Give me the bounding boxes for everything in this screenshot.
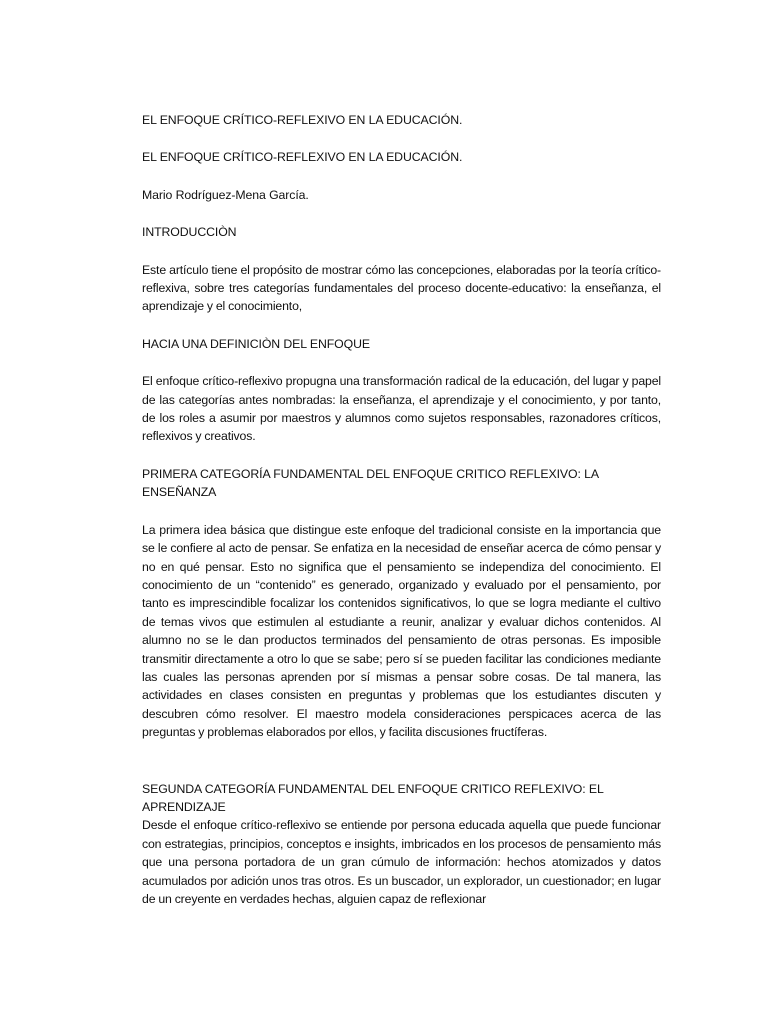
paragraph-second-category: Desde el enfoque crítico-reflexivo se entiende por persona educada aquella que puede funcionar con estrategias, principios, conceptos e insights, imbricados en los procesos de pensamiento más que una persona portadora de un gran cúmulo de información: hechos atomizados y datos acumulados por adición unos tras otros. Es un buscador, un explorador, un cuestionador; en lugar de un creyente en verdades hechas, alguien capaz de reflexionar — [142, 818, 661, 906]
document-title: EL ENFOQUE CRÍTICO-REFLEXIVO EN LA EDUCACIÓN. — [142, 113, 463, 127]
section-heading-second-category: SEGUNDA CATEGORÍA FUNDAMENTAL DEL ENFOQUE CRITICO REFLEXIVO: EL APRENDIZAJE — [142, 781, 604, 814]
document-body — [142, 111, 661, 908]
section-heading-introduction: INTRODUCCIÒN — [142, 225, 237, 240]
section-heading-first-category: PRIMERA CATEGORÍA FUNDAMENTAL DEL ENFOQUE CRITICO REFLEXIVO: LA ENSEÑANZA — [142, 466, 599, 500]
paragraph-definition: El enfoque crítico-reflexivo propugna una transformación radical de la educación, del lugar y papel de las categorías antes nombradas: la enseñanza, el aprendizaje y el conocimiento, y por tanto, de los roles a asumir por maestros y alumnos como sujetos responsables, razonadores críticos, reflexivos y creativos. — [142, 374, 661, 444]
document-title-repeat: EL ENFOQUE CRÍTICO-REFLEXIVO EN LA EDUCACIÓN. — [142, 150, 463, 165]
paragraph-introduction: Este artículo tiene el propósito de mostrar cómo las concepciones, elaboradas por la teoría crítico-reflexiva, sobre tres categorías fundamentales del proceso docente-educativo: la enseñanza, el aprendizaje y el conocimiento, — [142, 262, 661, 314]
section-heading-definition: HACIA UNA DEFINICIÒN DEL ENFOQUE — [142, 336, 370, 351]
paragraph-first-category: La primera idea básica que distingue este enfoque del tradicional consiste en la importancia que se le confiere al acto de pensar. Se enfatiza en la necesidad de enseñar acerca de cómo pensar y no en qué pensar. Esto no significa que el pensamiento se independiza del conocimiento. El conocimiento de un “contenido” es generado, organizado y evaluado por el pensamiento, por tanto es imprescindible focalizar los contenidos significativos, lo que se logra mediante el cultivo de temas vivos que estimulen al estudiante a reunir, analizar y evaluar dichos contenidos. Al alumno no se le dan productos terminados del pensamiento de otras personas. Es imposible transmitir directamente a otro lo que se sabe; pero sí se pueden facilitar las condiciones mediante las cuales las personas aprenden por sí mismas a pensar sobre cosas. De tal manera, las actividades en clases consisten en preguntas y problemas que los estudiantes discuten y descubren cómo resolver. El maestro modela consideraciones perspicaces acerca de las preguntas y problemas elaborados por ellos, y facilita discusiones fructíferas. — [142, 522, 661, 740]
author-name: Mario Rodríguez-Mena García. — [142, 187, 309, 202]
